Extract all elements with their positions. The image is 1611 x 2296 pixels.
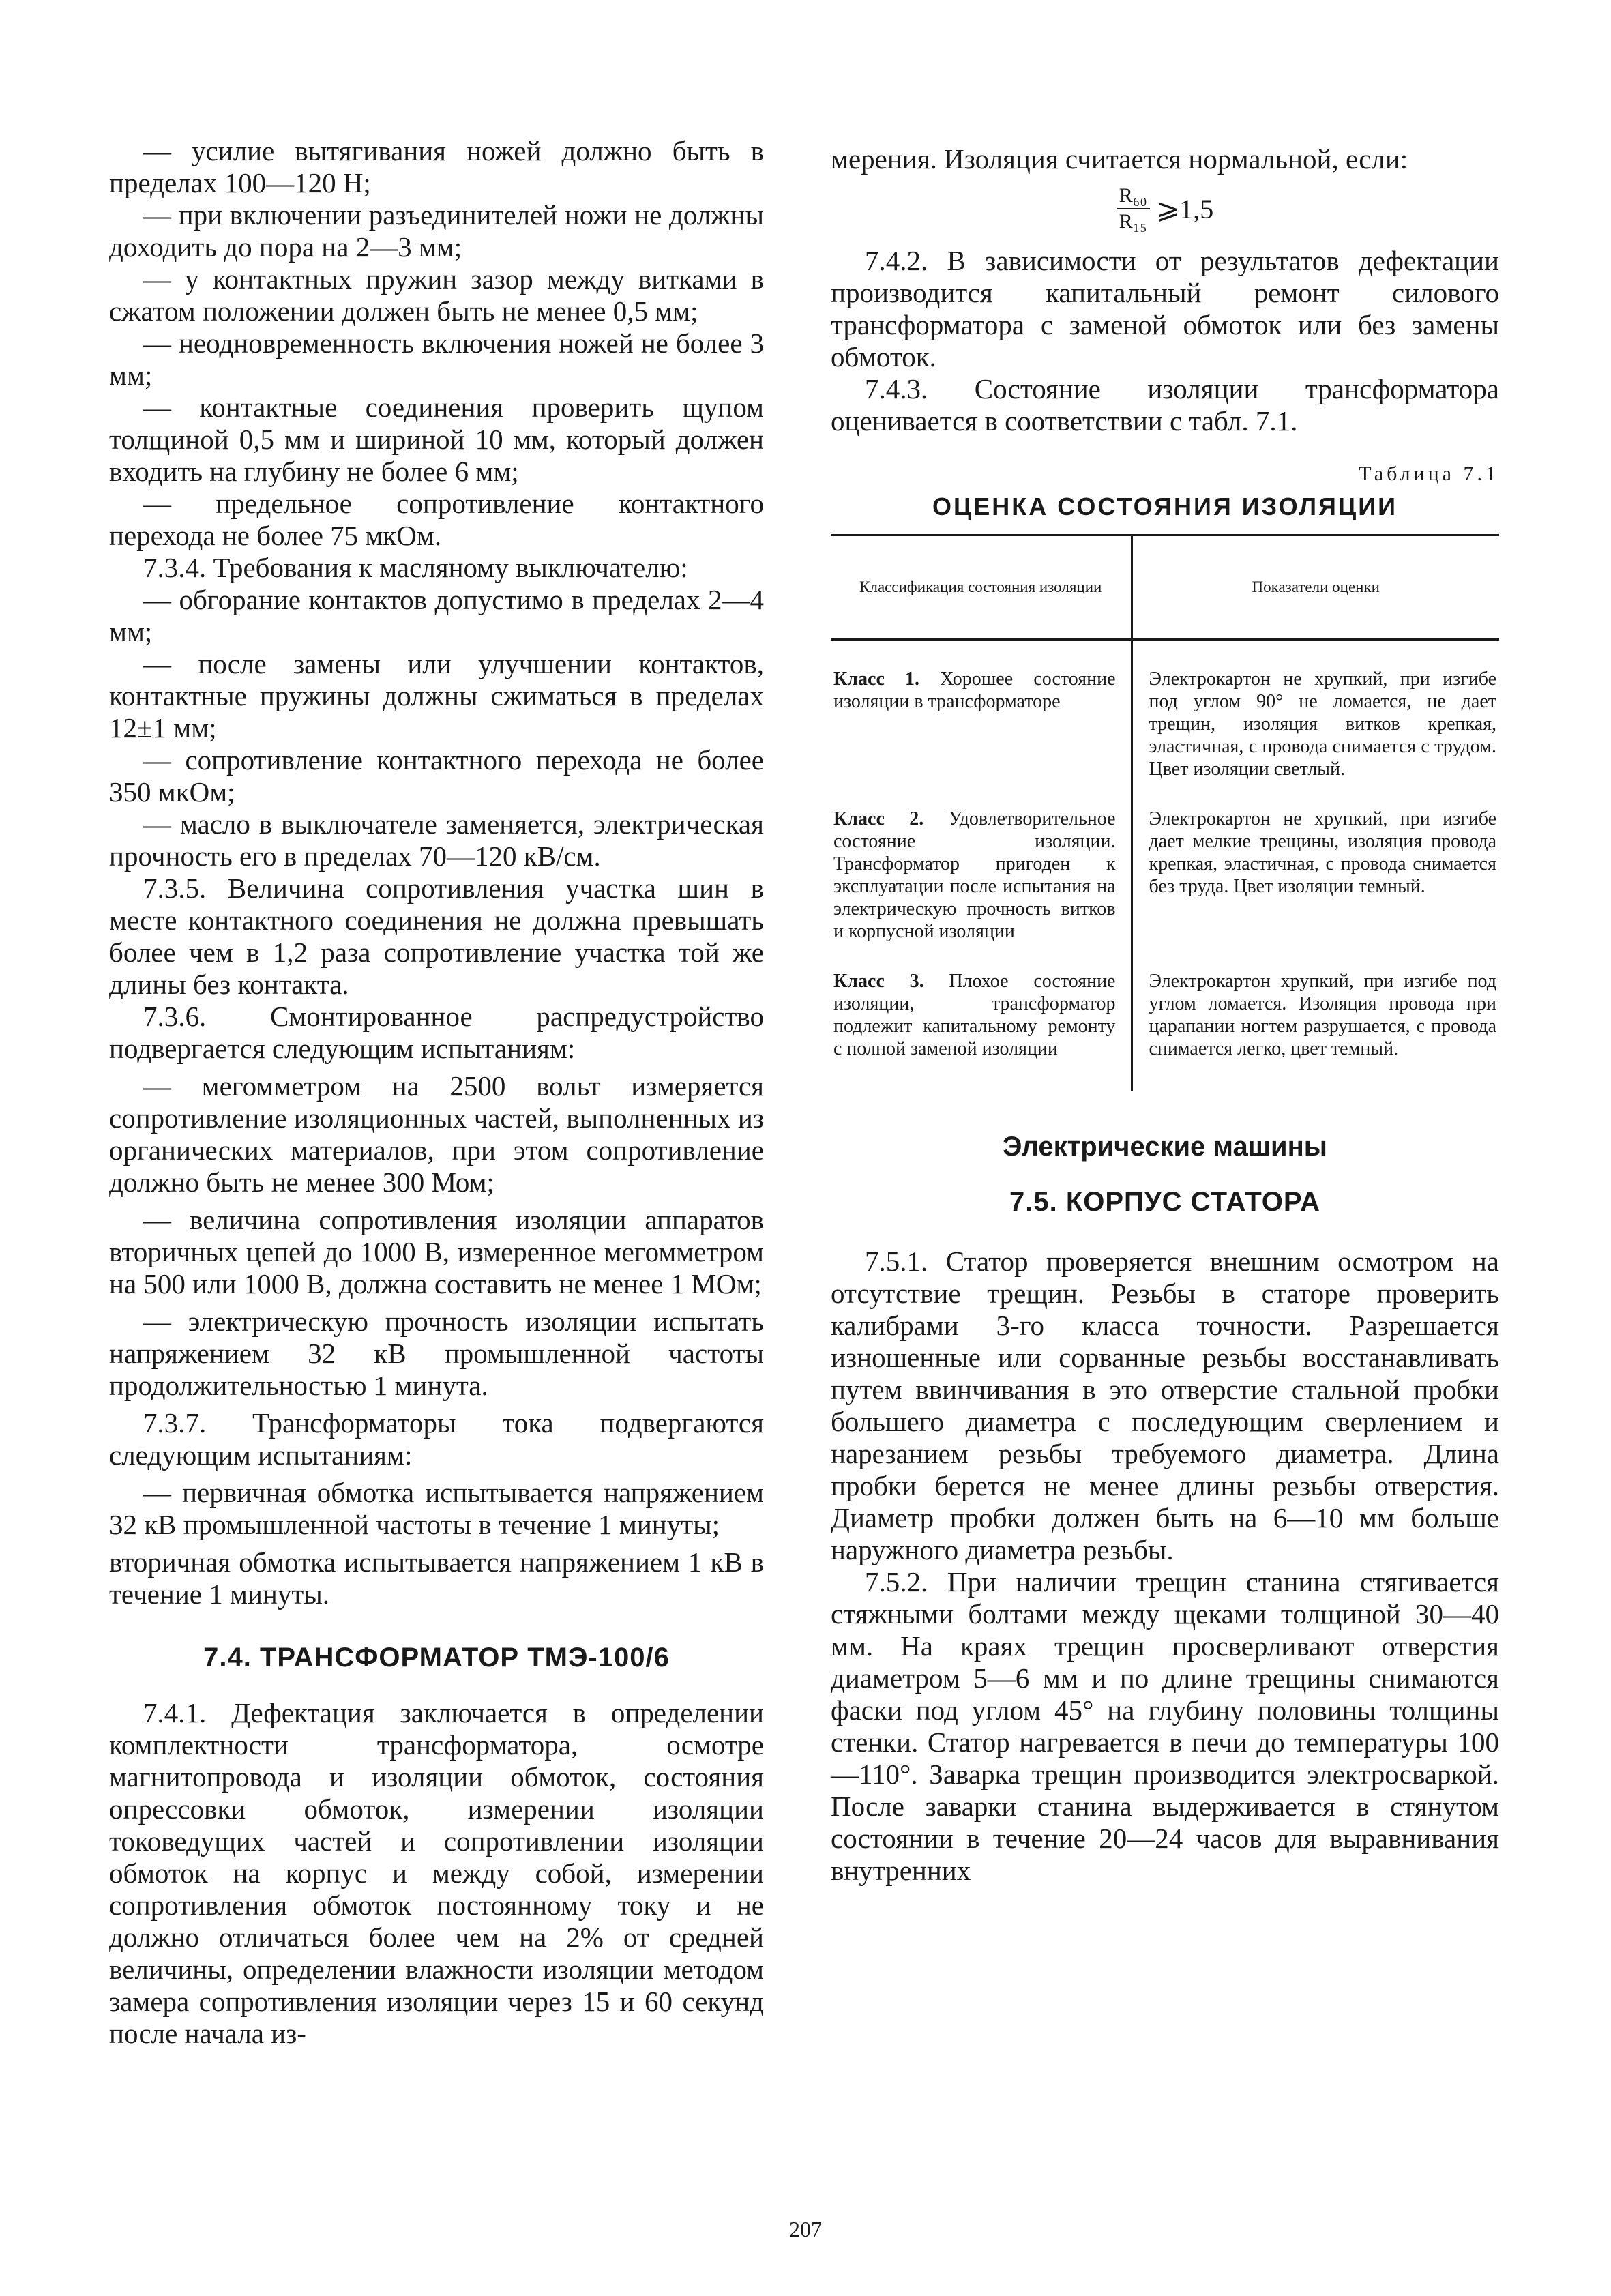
paragraph: — предельное сопротивление контактного перехода не более 75 мкОм.: [109, 488, 764, 551]
class-text: Хорошее состояние изоляции в трансформаторе: [833, 668, 1116, 712]
paragraph: — сопротивление контактного перехода не более 350 мкОм;: [109, 744, 764, 808]
paragraph: — масло в выключателе заменяется, электрическая прочность его в пределах 70—120 кВ/см.: [109, 808, 764, 872]
formula-relation: ⩾1,5: [1156, 193, 1214, 224]
paragraph-7-4-3: 7.4.3. Состояние изоляции трансформатора оценивается в соответствии с табл. 7.1.: [831, 373, 1499, 437]
paragraph-7-5-1: 7.5.1. Статор проверяется внешним осмотром на отсутствие трещин. Резьбы в статоре проверить калибрами 3-го класса точности. Разрешается изношенные или сорванные резьбы восстанавливать путем ввинчивания в это отверстие стальной пробки большего диаметра с последующим сверлением и нарезанием резьбы требуемого диаметра. Длина пробки берется не менее длины резьбы отверстия. Диаметр пробки должен быть на 6—10 мм больше наружного диаметра резьбы.: [831, 1246, 1499, 1565]
section-heading-7-4: 7.4. ТРАНСФОРМАТОР ТМЭ-100/6: [203, 1643, 670, 1673]
paragraph-continued: мерения. Изоляция считается нормальной, если:: [831, 143, 1408, 175]
table-cell-indicators: Электрокартон хрупкий, при изгибе под углом ломается. Изоляция провода при царапании ногтем разрушается, с провода снимается легко, цвет темный.: [1149, 971, 1496, 1059]
table-header-cell: Показатели оценки: [1132, 535, 1499, 640]
paragraph-7-4-1: 7.4.1. Дефектация заключается в определении комплектности трансформатора, осмотре магнитопровода и изоляции обмоток, состояния опрессовки обмоток, измерении изоляции токоведущих частей и сопротивлении изоляции обмоток на корпус и между собой, измерении сопротивления обмоток постоянному току и не должно отличаться более чем на 2% от средней величины, определении влажности изоляции методом замера сопротивления изоляции через 15 и 60 секунд после начала из-: [109, 1697, 764, 2049]
table-title: ОЦЕНКА СОСТОЯНИЯ ИЗОЛЯЦИИ: [932, 492, 1398, 520]
paragraph: — при включении разъединителей ножи не должны доходить до пора на 2—3 мм;: [109, 199, 764, 263]
class-text: Плохое состояние изоляции, трансформатор подлежит капитальному ремонту с полной заменой изоляции: [833, 971, 1116, 1059]
table-row: [831, 798, 1499, 960]
left-column: [109, 135, 764, 2050]
table-header-cell: Классификация состояния изоляции: [831, 535, 1132, 640]
paragraph: — электрическую прочность изоляции испытать напряжением 32 кВ промышленной частоты продолжительностью 1 минута.: [109, 1306, 764, 1401]
paragraph: — усилие вытягивания ножей должно быть в пределах 100—120 Н;: [109, 135, 764, 198]
class-text: Удовлетворительное состояние изоляции. Трансформатор пригоден к эксплуатации после испытания на электрическую прочность витков и корпусной изоляции: [833, 808, 1116, 942]
paragraph-7-4-2: 7.4.2. В зависимости от результатов дефектации производится капитальный ремонт силового трансформатора с заменой обмоток или без замены обмоток.: [831, 245, 1499, 372]
paragraph: 7.3.6. Смонтированное распредустройство подвергается следующим испытаниям:: [109, 1001, 764, 1064]
subheading-electric-machines: Электрические машины: [1003, 1132, 1327, 1162]
table-cell-class: [831, 960, 1132, 1091]
class-label: Класс 2.: [833, 808, 924, 829]
table-header-row: [831, 535, 1499, 640]
table-row: [831, 960, 1499, 1091]
table-cell-class: [831, 798, 1132, 960]
formula-denominator: R₁₅: [1119, 210, 1147, 233]
paragraph: 7.3.5. Величина сопротивления участка шин в месте контактного соединения не должна превышать более чем в 1,2 раза сопротивление участка той же длины без контакта.: [109, 872, 764, 1000]
paragraph: — обгорание контактов допустимо в пределах 2—4 мм;: [109, 584, 764, 647]
paragraph: — величина сопротивления изоляции аппаратов вторичных цепей до 1000 В, измеренное мегомметром на 500 или 1000 В, должна составить не менее 1 МОм;: [109, 1204, 764, 1299]
formula-numerator: R₆₀: [1117, 183, 1150, 209]
class-label: Класс 1.: [833, 668, 920, 690]
paragraph: — после замены или улучшении контактов, контактные пружины должны сжиматься в пределах 12±1 мм;: [109, 648, 764, 744]
table-row: [831, 640, 1499, 799]
paragraph: — мегомметром на 2500 вольт измеряется сопротивление изоляционных частей, выполненных из органических материалов, при этом сопротивление должно быть не менее 300 Мом;: [109, 1070, 764, 1198]
paragraph: — контактные соединения проверить щупом толщиной 0,5 мм и шириной 10 мм, который должен входить на глубину не более 6 мм;: [109, 392, 764, 487]
class-label: Класс 3.: [833, 971, 924, 992]
paragraph: 7.3.4. Требования к масляному выключателю:: [143, 552, 688, 583]
paragraph: — неодновременность включения ножей не более 3 мм;: [109, 327, 764, 391]
section-heading-7-5: 7.5. КОРПУС СТАТОРА: [1009, 1187, 1320, 1217]
paragraph: — первичная обмотка испытывается напряжением 32 кВ промышленной частоты в течение 1 минуты;: [109, 1477, 764, 1540]
insulation-formula: [831, 183, 1499, 234]
paragraph: вторичная обмотка испытывается напряжением 1 кВ в течение 1 минуты.: [109, 1546, 764, 1610]
paragraph-7-5-2: 7.5.2. При наличии трещин станина стягивается стяжными болтами между щеками толщиной 30—40 мм. На краях трещин просверливают отверстия диаметром 5—6 мм и по длине трещины снимаются фаски под углом 45° на глубину половины толщины стенки. Статор нагревается в печи до температуры 100—110°. Заварка трещин производится электросваркой. После заварки станина выдерживается в стянутом состоянии в течение 20—24 часов для выравнивания внутренних: [831, 1566, 1499, 1886]
fraction: [1117, 183, 1150, 234]
table-caption: Таблица 7.1: [1359, 462, 1499, 485]
paragraph: — у контактных пружин зазор между витками в сжатом положении должен быть не менее 0,5 мм;: [109, 263, 764, 327]
left-paragraphs: [109, 135, 764, 1610]
table-cell-indicators: Электрокартон не хрупкий, при изгибе дает мелкие трещины, изоляция провода крепкая, эластичная, с провода снимается без труда. Цвет изоляции темный.: [1149, 808, 1496, 897]
right-column: [831, 143, 1499, 1887]
page-number: 207: [789, 2217, 822, 2241]
insulation-table: [831, 534, 1499, 1091]
table-cell-class: [831, 640, 1132, 799]
table-cell-indicators: Электрокартон не хрупкий, при изгибе под углом 90° не ломается, не дает трещин, изоляция витков крепкая, эластичная, с провода снимается с трудом. Цвет изоляции светлый.: [1149, 668, 1496, 780]
paragraph: 7.3.7. Трансформаторы тока подвергаются следующим испытаниям:: [109, 1407, 764, 1471]
